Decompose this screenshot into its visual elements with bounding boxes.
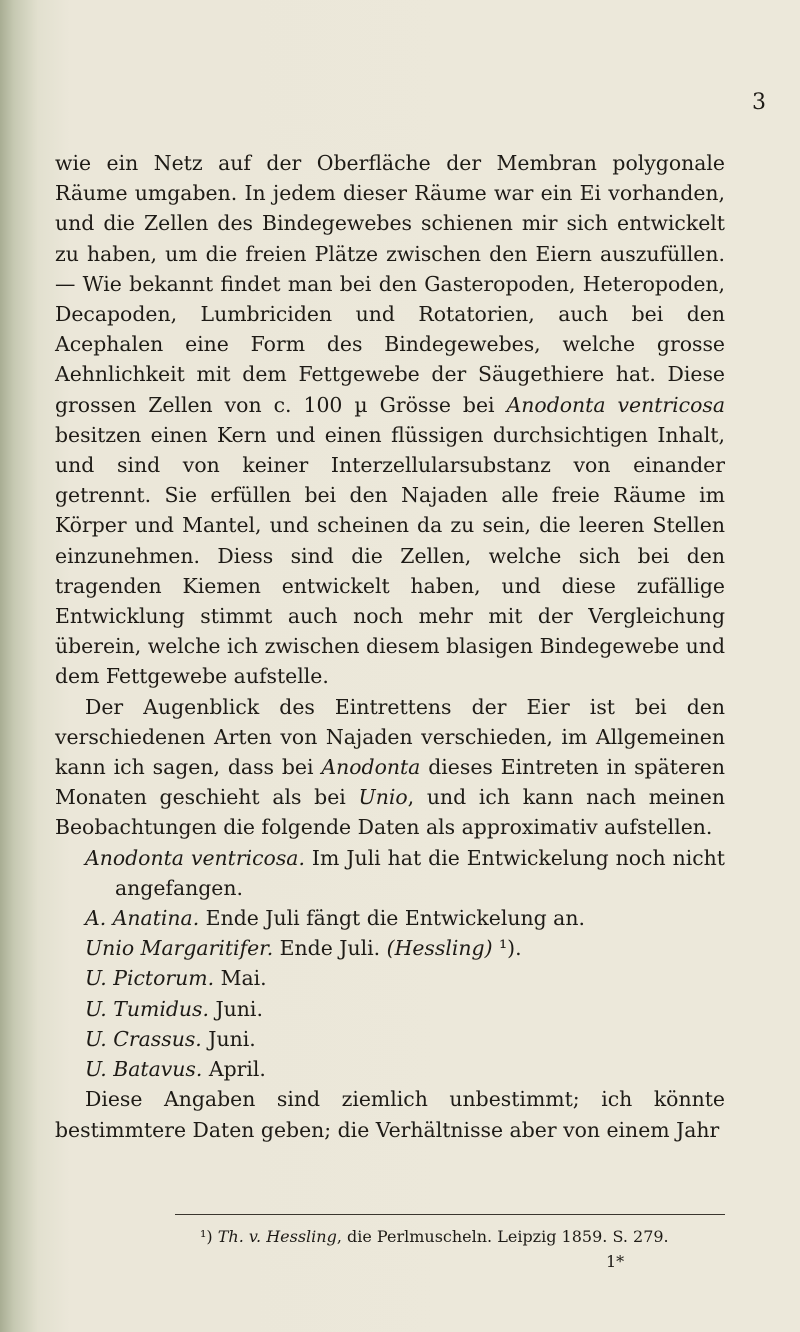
paragraph-2: Der Augenblick des Eintrettens der Eier ist bei den verschiedenen Arten von Najaden verschieden, im Allgemeinen kann ich sagen, dass bei Anodonta dieses Eintreten in späteren Monaten geschieht als bei Unio, und ich kann nach meinen Beobachtungen die folgende Daten als approximativ aufstellen. xyxy=(55,694,725,840)
list-item: U. Batavus. April. xyxy=(85,1057,266,1082)
list-item: U. Tumidus. Juni. xyxy=(85,996,263,1021)
paragraph-3: Diese Angaben sind ziemlich unbestimmt; ich könnte bestimmtere Daten geben; die Verhältnisse aber von einem Jahr xyxy=(55,1087,725,1142)
genus-name: Unio xyxy=(358,785,408,810)
footnote-divider xyxy=(175,1214,725,1215)
species-list xyxy=(55,843,725,1085)
list-item: A. Anatina. Ende Juli fängt die Entwickelung an. xyxy=(85,906,585,931)
page-number: 3 xyxy=(752,90,766,115)
list-item: Unio Margaritifer. Ende Juli. (Hessling) ¹). xyxy=(85,936,522,961)
body-text xyxy=(55,148,725,1145)
footnote: ¹) Th. v. Hessling, die Perlmuscheln. Leipzig 1859. S. 279. xyxy=(200,1227,669,1246)
paragraph-1: wie ein Netz auf der Oberfläche der Membran polygonale Räume umgaben. In jedem dieser Räume war ein Ei vorhanden, und die Zellen des Bindegewebes schienen mir sich entwickelt zu haben, um die freien Plätze zwischen den Eiern auszufüllen. — Wie bekannt findet man bei den Gasteropoden, Heteropoden, Decapoden, Lumbriciden und Rotatorien, auch bei den Acephalen eine Form des Bindegewebes, welche grosse Aehnlichkeit mit dem Fettgewebe der Säugethiere hat. Diese grossen Zellen von c. 100 µ Grösse bei Anodonta ventricosa besitzen einen Kern und einen flüssigen durchsichtigen Inhalt, und sind von keiner Interzellularsubstanz von einander getrennt. Sie erfüllen bei den Najaden alle freie Räume im Körper und Mantel, und scheinen da zu sein, die leeren Stellen einzunehmen. Diess sind die Zellen, welche sich bei den tragenden Kiemen entwickelt haben, und diese zufällige Entwicklung stimmt auch noch mehr mit der Vergleichung überein, welche ich zwischen diesem blasigen Bindegewebe und dem Fettgewebe aufstelle. xyxy=(55,151,725,689)
list-item: Anodonta ventricosa. Im Juli hat die Entwickelung noch nicht angefangen. xyxy=(85,845,725,900)
genus-name: Anodonta xyxy=(321,755,421,780)
list-item: U. Pictorum. Mai. xyxy=(85,966,267,991)
list-item: U. Crassus. Juni. xyxy=(85,1026,256,1051)
footnote-author: Th. v. Hessling xyxy=(217,1227,337,1246)
signature-mark: 1* xyxy=(606,1252,625,1271)
species-name: Anodonta ventricosa xyxy=(506,392,725,417)
